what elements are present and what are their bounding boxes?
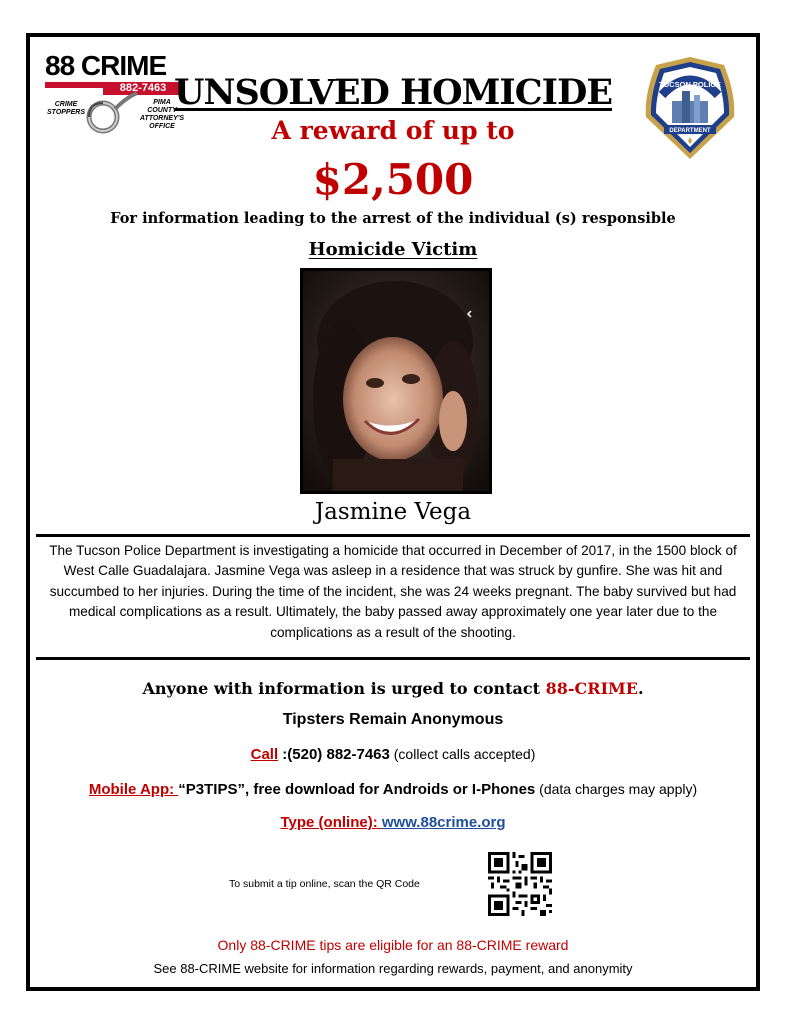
page-title	[30, 73, 756, 113]
police-badge-top-text: TUCSON POLICE	[659, 80, 721, 89]
victim-photo	[300, 268, 492, 494]
divider-top	[36, 534, 750, 537]
contact-heading-prefix: Anyone with information is urged to contact	[142, 679, 546, 698]
88crime-logo-brand: 88 CRIME	[45, 50, 167, 81]
case-description: The Tucson Police Department is investigating a homicide that occurred in December of 2017, in the 1500 block of West Calle Guadalajara. Jasmine Vega was asleep in a residence that was struck by gunfire. She was hit and succumbed to her injuries. During the time of the incident, she was 24 weeks pregnant. The baby survived but had medical complications as a result. Ultimately, the baby passed away approximately one year later due to the complications as a result of the shooting.	[49, 543, 737, 640]
mobile-app-line	[30, 778, 756, 801]
reward-eligibility: Only 88-CRIME tips are eligible for an 88-CRIME reward	[217, 937, 569, 953]
call-note: (collect calls accepted)	[389, 746, 536, 762]
88crime-logo-right-caption: PIMA COUNTY ATTORNEY'S OFFICE	[139, 99, 185, 130]
call-line	[30, 743, 756, 766]
contact-heading-suffix: .	[637, 679, 644, 698]
flyer-frame	[26, 33, 760, 991]
qr-code-icon[interactable]	[488, 852, 552, 916]
victim-label-text: Homicide Victim	[308, 239, 478, 260]
divider-bottom	[36, 657, 750, 660]
mobile-app-label: Mobile App:	[88, 781, 179, 798]
contact-heading	[30, 678, 756, 700]
victim-name: Jasmine Vega	[314, 499, 472, 525]
website-link[interactable]: www.88crime.org	[381, 814, 506, 831]
reward-amount: $2,500	[312, 155, 474, 204]
contact-heading-highlight: 88-CRIME	[545, 679, 638, 698]
type-online-label: Type (online):	[280, 814, 382, 831]
88crime-logo-phone: 882-7463	[103, 82, 183, 95]
victim-label	[30, 238, 756, 262]
88crime-logo-left-caption: CRIME STOPPERS	[47, 101, 85, 116]
mobile-app-note: (data charges may apply)	[535, 781, 698, 797]
type-online-line	[30, 812, 756, 834]
page-title-text: UNSOLVED HOMICIDE	[173, 72, 613, 113]
mobile-app-text: “P3TIPS”, free download for Androids or I-Phones	[178, 781, 536, 798]
police-badge-bottom-text: DEPARTMENT	[669, 128, 711, 134]
tipsters-anonymous: Tipsters Remain Anonymous	[282, 711, 504, 728]
info-line: For information leading to the arrest of the individual (s) responsible	[110, 210, 676, 227]
qr-caption: To submit a tip online, scan the QR Code	[229, 878, 420, 890]
call-number-link[interactable]: :(520) 882-7463	[278, 746, 390, 763]
website-info-note: See 88-CRIME website for information regarding rewards, payment, and anonymity	[153, 961, 633, 976]
call-label: Call	[250, 746, 279, 763]
victim-portrait-image	[303, 271, 489, 491]
reward-line: A reward of up to	[271, 116, 515, 145]
